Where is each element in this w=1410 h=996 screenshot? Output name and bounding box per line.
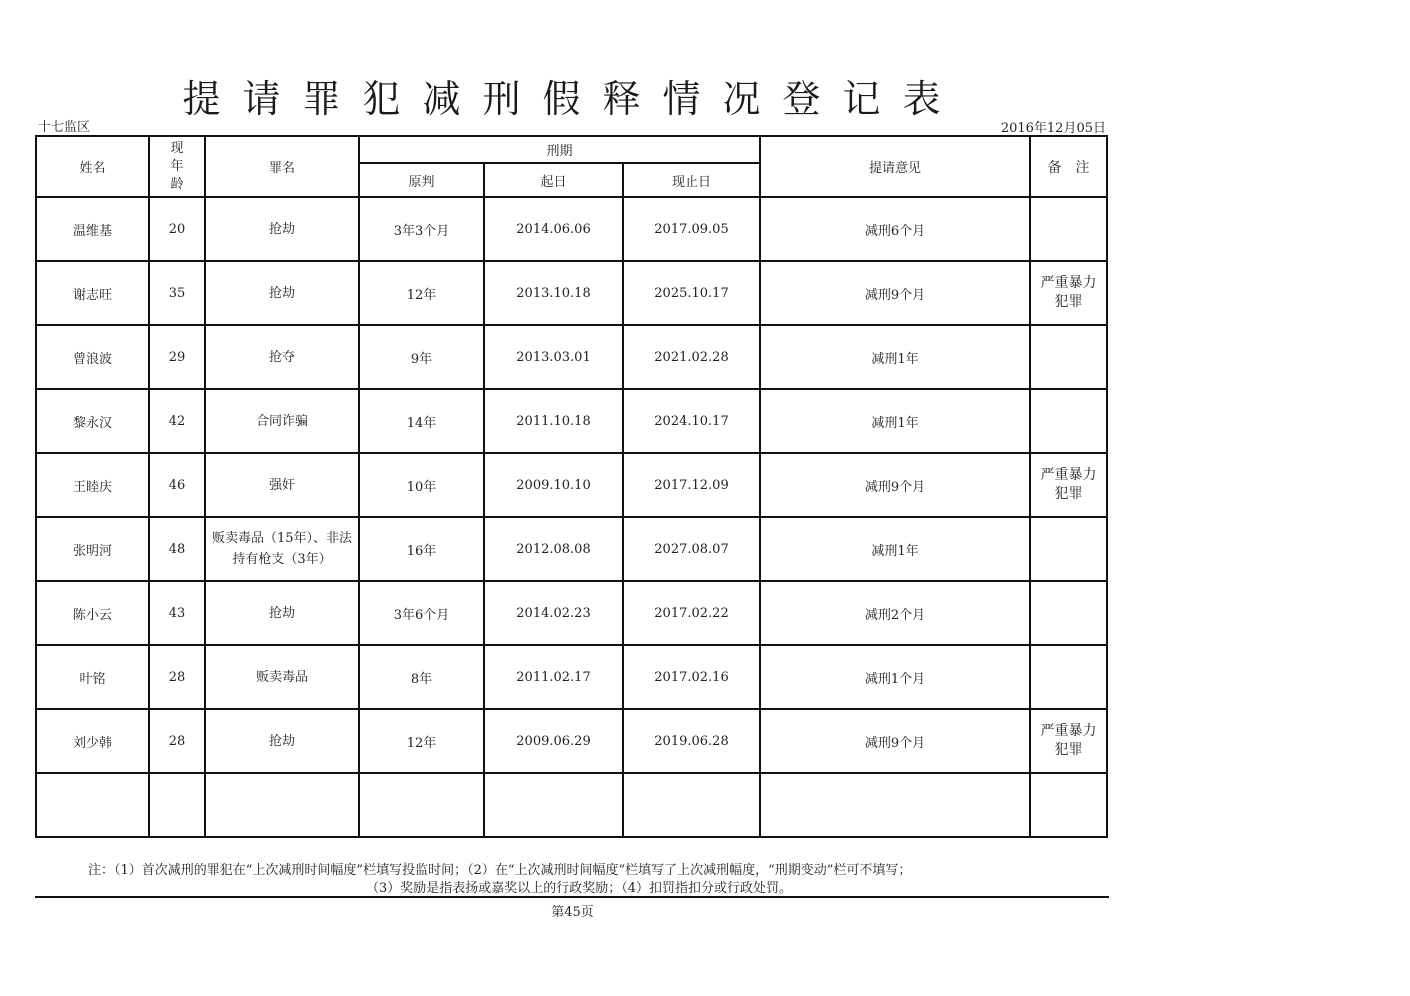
cell-remark: 严重暴力犯罪 xyxy=(1030,709,1107,773)
cell-opinion: 减刑6个月 xyxy=(760,197,1030,261)
cell-end: 2017.02.22 xyxy=(623,581,760,645)
table-row xyxy=(36,261,1107,325)
cell-original: 3年6个月 xyxy=(359,581,484,645)
header-age-text: 现年龄 xyxy=(170,140,184,192)
page-number: 第45页 xyxy=(551,905,594,920)
cell-crime: 抢劫 xyxy=(205,197,359,261)
cell-age: 28 xyxy=(149,709,205,773)
cell-original: 14年 xyxy=(359,389,484,453)
cell-remark xyxy=(1030,517,1107,581)
cell-start: 2009.10.10 xyxy=(484,453,623,517)
cell-remark: 严重暴力犯罪 xyxy=(1030,453,1107,517)
cell-original: 8年 xyxy=(359,645,484,709)
cell-opinion: 减刑9个月 xyxy=(760,453,1030,517)
footnote-line-1: 注：（1）首次减刑的罪犯在“上次减刑时间幅度”栏填写投监时间；（2）在“上次减刑时间幅度”栏填写了上次减刑幅度，“刑期变动”栏可不填写； xyxy=(88,863,912,878)
header-term: 刑期 xyxy=(359,136,760,163)
cell-end: 2017.12.09 xyxy=(623,453,760,517)
cell-age xyxy=(149,773,205,837)
cell-remark xyxy=(1030,581,1107,645)
header-end: 现止日 xyxy=(623,163,760,197)
cell-remark xyxy=(1030,773,1107,837)
header-age xyxy=(149,136,205,197)
cell-age: 35 xyxy=(149,261,205,325)
cell-age: 20 xyxy=(149,197,205,261)
cell-opinion: 减刑1年 xyxy=(760,517,1030,581)
cell-original: 12年 xyxy=(359,709,484,773)
cell-name: 叶铭 xyxy=(36,645,149,709)
unit-label: 十七监区 xyxy=(38,120,91,135)
cell-end: 2019.06.28 xyxy=(623,709,760,773)
cell-crime xyxy=(205,773,359,837)
cell-start: 2012.08.08 xyxy=(484,517,623,581)
cell-original xyxy=(359,773,484,837)
cell-start: 2013.03.01 xyxy=(484,325,623,389)
register-table xyxy=(35,135,1108,838)
cell-original: 16年 xyxy=(359,517,484,581)
cell-crime: 贩卖毒品（15年）、非法持有枪支（3年） xyxy=(205,517,359,581)
cell-age: 48 xyxy=(149,517,205,581)
cell-crime: 强奸 xyxy=(205,453,359,517)
cell-end: 2017.09.05 xyxy=(623,197,760,261)
cell-opinion: 减刑9个月 xyxy=(760,709,1030,773)
cell-start: 2011.10.18 xyxy=(484,389,623,453)
cell-end: 2021.02.28 xyxy=(623,325,760,389)
cell-opinion: 减刑2个月 xyxy=(760,581,1030,645)
cell-name: 曾浪波 xyxy=(36,325,149,389)
cell-end: 2017.02.16 xyxy=(623,645,760,709)
cell-remark xyxy=(1030,645,1107,709)
cell-name: 张明河 xyxy=(36,517,149,581)
cell-crime: 抢劫 xyxy=(205,261,359,325)
cell-name: 谢志旺 xyxy=(36,261,149,325)
cell-age: 43 xyxy=(149,581,205,645)
table-row xyxy=(36,645,1107,709)
cell-end: 2024.10.17 xyxy=(623,389,760,453)
cell-opinion: 减刑9个月 xyxy=(760,261,1030,325)
cell-start: 2011.02.17 xyxy=(484,645,623,709)
cell-end: 2025.10.17 xyxy=(623,261,760,325)
cell-name: 黎永汉 xyxy=(36,389,149,453)
header-name: 姓名 xyxy=(36,136,149,197)
cell-name: 王睦庆 xyxy=(36,453,149,517)
cell-original: 9年 xyxy=(359,325,484,389)
cell-end: 2027.08.07 xyxy=(623,517,760,581)
cell-crime: 抢夺 xyxy=(205,325,359,389)
table-row xyxy=(36,773,1107,837)
table-row xyxy=(36,453,1107,517)
cell-age: 42 xyxy=(149,389,205,453)
cell-age: 46 xyxy=(149,453,205,517)
cell-opinion xyxy=(760,773,1030,837)
cell-end xyxy=(623,773,760,837)
cell-start: 2009.06.29 xyxy=(484,709,623,773)
cell-remark xyxy=(1030,197,1107,261)
table-row xyxy=(36,197,1107,261)
footnote-line-2: （3）奖励是指表扬或嘉奖以上的行政奖励；（4）扣罚指扣分或行政处罚。 xyxy=(366,881,793,896)
cell-original: 10年 xyxy=(359,453,484,517)
cell-name xyxy=(36,773,149,837)
table-row xyxy=(36,709,1107,773)
cell-name: 刘少韩 xyxy=(36,709,149,773)
cell-start: 2014.06.06 xyxy=(484,197,623,261)
header-crime: 罪名 xyxy=(205,136,359,197)
table-row xyxy=(36,581,1107,645)
cell-opinion: 减刑1年 xyxy=(760,389,1030,453)
cell-name: 温维基 xyxy=(36,197,149,261)
header-opinion: 提请意见 xyxy=(760,136,1030,197)
page-title: 提请罪犯减刑假释情况登记表 xyxy=(182,77,963,121)
cell-remark xyxy=(1030,325,1107,389)
cell-name: 陈小云 xyxy=(36,581,149,645)
cell-crime: 抢劫 xyxy=(205,709,359,773)
cell-original: 3年3个月 xyxy=(359,197,484,261)
cell-remark xyxy=(1030,389,1107,453)
cell-start xyxy=(484,773,623,837)
cell-opinion: 减刑1个月 xyxy=(760,645,1030,709)
date-label: 2016年12月05日 xyxy=(1000,121,1106,136)
table-row xyxy=(36,517,1107,581)
cell-opinion: 减刑1年 xyxy=(760,325,1030,389)
bottom-rule xyxy=(35,896,1109,898)
footnote xyxy=(88,862,1098,898)
table-row xyxy=(36,389,1107,453)
cell-age: 28 xyxy=(149,645,205,709)
header-remark: 备 注 xyxy=(1030,136,1107,197)
cell-start: 2013.10.18 xyxy=(484,261,623,325)
cell-age: 29 xyxy=(149,325,205,389)
cell-start: 2014.02.23 xyxy=(484,581,623,645)
cell-original: 12年 xyxy=(359,261,484,325)
table-row xyxy=(36,325,1107,389)
header-start: 起日 xyxy=(484,163,623,197)
cell-crime: 合同诈骗 xyxy=(205,389,359,453)
cell-crime: 贩卖毒品 xyxy=(205,645,359,709)
cell-crime: 抢劫 xyxy=(205,581,359,645)
cell-remark: 严重暴力犯罪 xyxy=(1030,261,1107,325)
header-original: 原判 xyxy=(359,163,484,197)
